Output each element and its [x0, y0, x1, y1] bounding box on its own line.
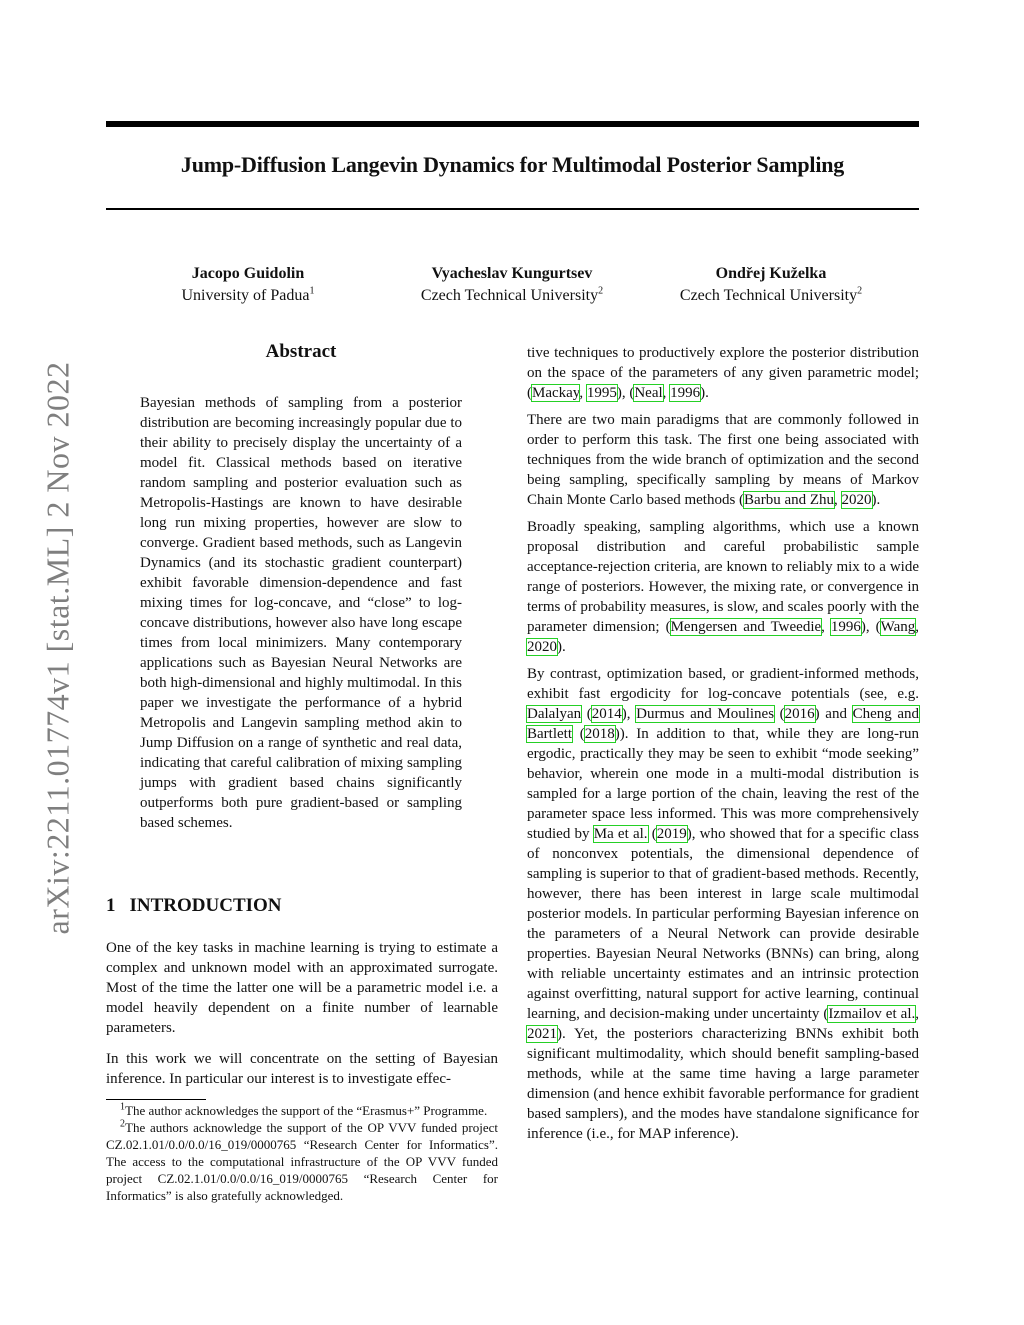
footnote-1: $^1$The author acknowledges the support of the “Erasmus+” Programme. [120, 1101, 488, 1118]
citation-link[interactable]: Izmailov et al. [828, 1006, 916, 1022]
citation-link[interactable]: 2019 [656, 826, 687, 842]
citation-link[interactable]: Wang [880, 619, 916, 635]
citation-link[interactable]: 2020 [527, 639, 557, 655]
citation-link[interactable]: 1996 [670, 385, 701, 401]
citation-link[interactable]: Ma et al. [593, 826, 648, 842]
right-paragraph-3: Broadly speaking, sampling algorithms, which use a known proposal distribution and careful probabilistic sample acceptance-rejection criteria, are known to reliably mix to a wide range of posteriors. However, the mixing rate, or convergence in terms of probability measures, is slow, and scales poorly with the parameter dimension; (Mengersen and Tweedie, 1996), (Wang, 2020). [527, 519, 919, 655]
section-title: INTRODUCTION [129, 895, 282, 916]
section-heading [106, 895, 282, 917]
author-affiliation: Czech Technical University$^2$ [679, 285, 863, 304]
right-column [527, 343, 919, 1151]
author-block-3 [621, 263, 921, 307]
citation-link[interactable]: 2020 [841, 492, 872, 508]
citation-link[interactable]: Durmus and Moulines [636, 706, 775, 722]
citation-link[interactable]: Dalalyan [527, 706, 582, 722]
author-name: Ondřej Kuželka [715, 265, 827, 282]
citation-link[interactable]: Barbu and Zhu [744, 492, 835, 508]
intro-paragraph-2: In this work we will concentrate on the setting of Bayesian inference. In particular our interest is to investigate effec- [106, 1051, 498, 1087]
right-paragraph-1: tive techniques to productively explore the posterior distribution on the space of the parameters of any given parametric model; (Mackay, 1995), (Neal, 1996). [527, 345, 919, 401]
citation-link[interactable]: 2014 [591, 706, 622, 722]
footnotes [106, 1102, 498, 1204]
citation-link[interactable]: 1995 [586, 385, 617, 401]
citation-link[interactable]: Mengersen and Tweedie [670, 619, 822, 635]
citation-link[interactable]: Neal [634, 385, 663, 401]
author-name: Vyacheslav Kungurtsev [431, 265, 593, 282]
paper-title: Jump-Diffusion Langevin Dynamics for Multimodal Posterior Sampling [180, 152, 845, 177]
right-paragraph-4: By contrast, optimization based, or gradient-informed methods, exhibit fast ergodicity for log-concave potentials (see, e.g. Dalalyan (2014), Durmus and Moulines (2016) and Cheng and Bartlett (2018)). In addition to that, while they are long-run ergodic, practically they may be seen to exhibit “mode seeking” behavior, wherein one mode in a multi-modal distribution is sampled for a large portion of the chain, leaving the rest of the parameter space less informed. This was more comprehensively studied by Ma et al. (2019), who showed that for a specific class of nonconvex potentials, the dimensional dependence of sampling is superior to that of gradient-based methods. Recently, however, there has been interest in large scale multimodal posterior models. In particular performing Bayesian inference on the parameters of a Neural Network can provide desirable properties. Bayesian Neural Networks (BNNs) can bring, along with reliable uncertainty estimates and an intrinsic protection against overfitting, natural support for active learning, continual learning, and decision-making under uncertainty (Izmailov et al., 2021). Yet, the posteriors characterizing BNNs exhibit both significant multimodality, which should benefit sampling-based methods, while at the same time having a large parameter dimension (and hence exhibit favorable performance for gradient based samplers), and the modes have standalone significance for inference (i.e., for MAP inference). [527, 666, 920, 1142]
right-paragraph-2: There are two main paradigms that are commonly followed in order to perform this task. The first one being associated with techniques from the wide branch of optimization and the second being sampling, specifically sampling by means of Markov Chain Monte Carlo based methods (Barbu and Zhu, 2020). [527, 412, 919, 508]
author-block-2 [362, 263, 662, 307]
arxiv-id: arXiv:2211.01774v1 [stat.ML] 2 Nov 2022 [39, 361, 76, 935]
citation-link[interactable]: 2021 [527, 1026, 557, 1042]
title-bottom-rule [106, 208, 919, 210]
citation-link[interactable]: 2016 [784, 706, 815, 722]
section-number: 1 [106, 895, 116, 916]
citation-link[interactable]: 2018 [584, 726, 615, 742]
citation-link[interactable]: Mackay [532, 385, 580, 401]
author-affiliation: University of Padua$^1$ [181, 285, 315, 304]
author-affiliation: Czech Technical University$^2$ [420, 285, 604, 304]
footnote-rule [106, 1099, 206, 1100]
abstract-text: Bayesian methods of sampling from a posterior distribution are becoming increasingly popular due to their ability to precisely display the uncertainty of a model fit. Classical methods based on iterative random sampling and posterior evaluation such as Metropolis-Hastings are known to have desirable long run mixing properties, however are slow to converge. Gradient based methods, such as Langevin Dynamics (and its stochastic gradient counterpart) exhibit favorable dimension-dependence and fast mixing times for log-concave, and “close” to log-concave distributions, however also have long escape times from local minimizers. Many contemporary applications such as Bayesian Neural Networks are both high-dimensional and highly multimodal. In this paper we investigate the performance of a hybrid Metropolis and Langevin sampling method akin to Jump Diffusion on a range of synthetic and real data, indicating that careful calibration of mixing sampling jumps with gradient based chains significantly outperforms both pure gradient-based or sampling based schemes. [140, 395, 462, 831]
abstract-heading: Abstract [265, 341, 337, 362]
citation-link[interactable]: Cheng and Bartlett [527, 706, 920, 742]
author-name: Jacopo Guidolin [191, 265, 305, 282]
title-top-rule [106, 121, 919, 127]
author-block-1 [98, 263, 398, 307]
citation-link[interactable]: 1996 [830, 619, 861, 635]
footnote-2: $^2$The authors acknowledge the support of the OP VVV funded project CZ.02.1.01/0.0/0.0/16_019/0000765 “Research Center for Informatics”. The access to the computational infrastructure of the OP VVV funded project CZ.02.1.01/0.0/0.0/16_019/0000765 “Research Center for Informatics” is also gratefully acknowledged. [106, 1118, 498, 1203]
intro-paragraph-1: One of the key tasks in machine learning is trying to estimate a complex and unknown model with an approximated surrogate. Most of the time the latter one will be a parametric model i.e. a model heavily dependent on a finite number of learnable parameters. [106, 940, 498, 1036]
